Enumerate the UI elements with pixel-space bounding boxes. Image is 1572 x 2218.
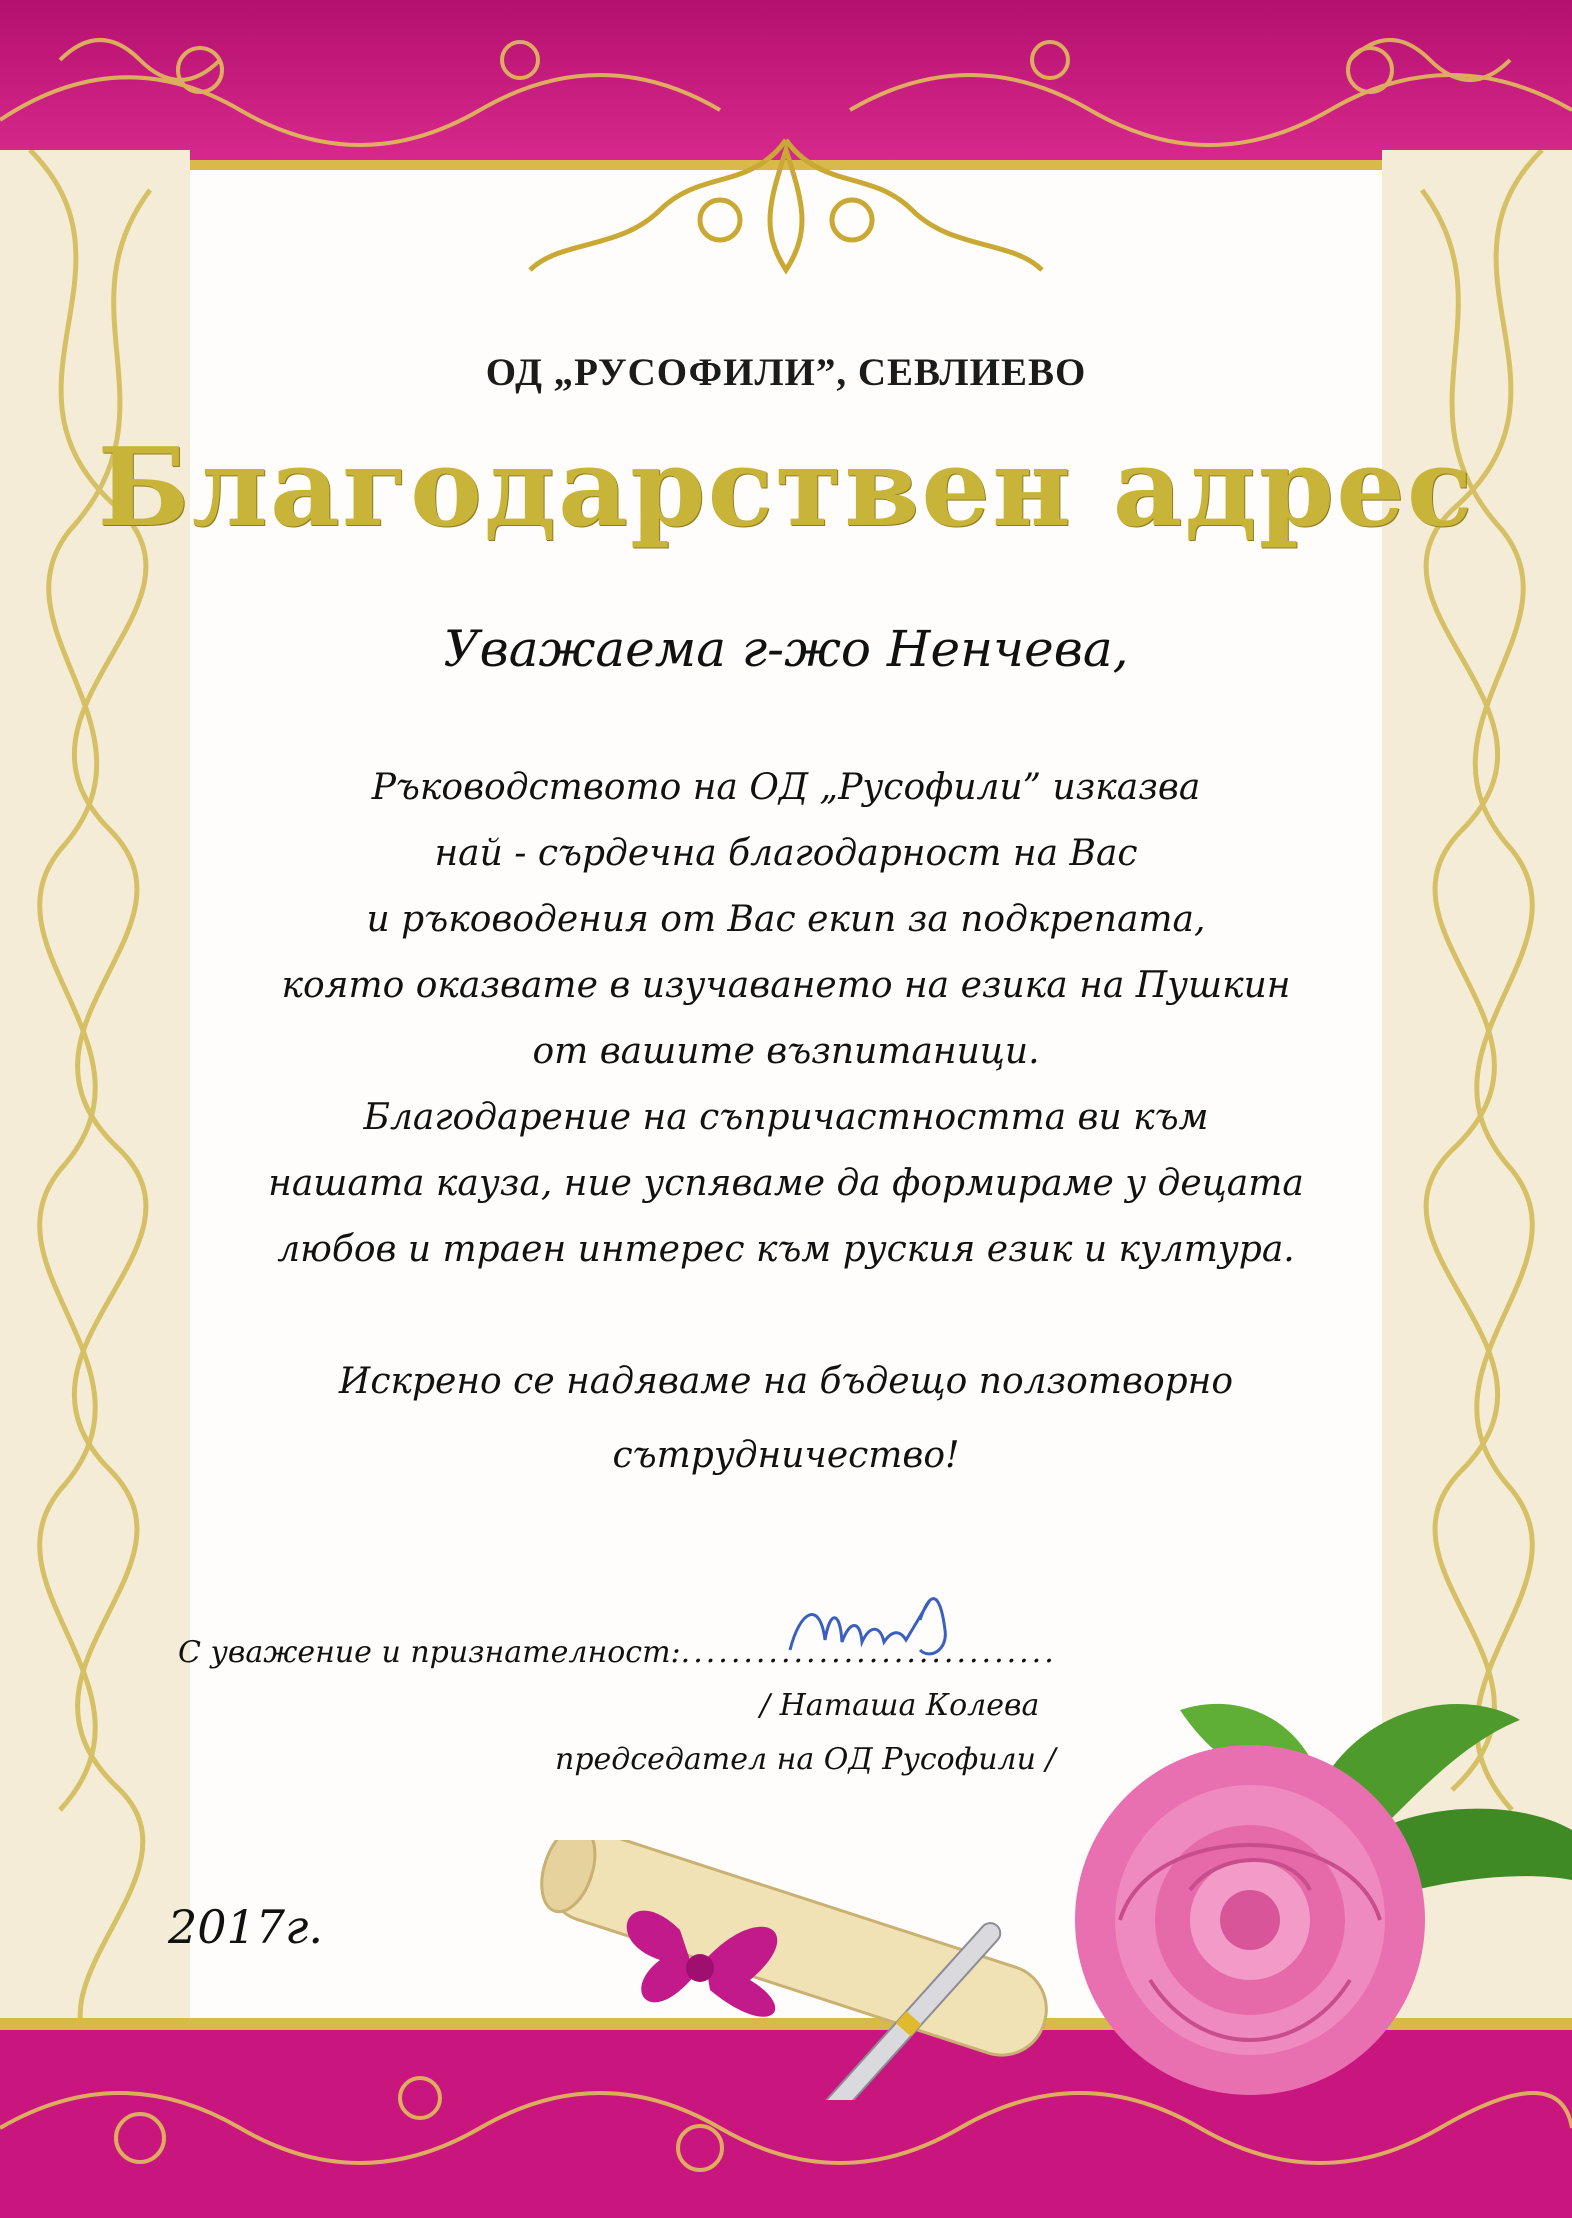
body-line: Ръководството на ОД „Русофили” изказва [371, 767, 1201, 808]
organization-header: ОД „РУСОФИЛИ”, СЕВЛИЕВО [485, 351, 1087, 394]
closing-line: Искрено се надяваме на бъдещо ползотворно [338, 1361, 1234, 1402]
signer-name: / Наташа Колева [760, 1688, 1040, 1723]
closing-paragraph [160, 1345, 1412, 1493]
body-paragraph [160, 755, 1412, 1283]
signature-dotted-line: .............................. [680, 1635, 1057, 1670]
certificate-title: Благодарствен адрес [97, 425, 1475, 551]
body-line: и ръководения от Вас екип за подкрепата, [366, 899, 1206, 940]
body-line: най - сърдечна благодарност на Вас [434, 833, 1138, 874]
body-line: която оказвате в изучаването на езика на Пушкин [281, 965, 1291, 1006]
body-line: нашата кауза, ние успяваме да формираме у децата [268, 1163, 1304, 1204]
signer-title: председател на ОД Русофили / [555, 1742, 1056, 1777]
handwritten-signature [780, 1580, 960, 1680]
regards-text: С уважение и признателност: [178, 1635, 681, 1670]
body-line: от вашите възпитаници. [532, 1031, 1040, 1072]
closing-line: сътрудничество! [612, 1435, 960, 1476]
year: 2017г. [168, 1900, 323, 1954]
top-crest-ornament [520, 130, 1052, 280]
pink-rose-illustration [1000, 1680, 1572, 2218]
salutation: Уважаема г-жо Ненчева, [443, 620, 1129, 678]
body-line: Благодарение на съпричастността ви към [363, 1097, 1209, 1138]
body-line: любов и траен интерес към руския език и култура. [277, 1229, 1295, 1270]
